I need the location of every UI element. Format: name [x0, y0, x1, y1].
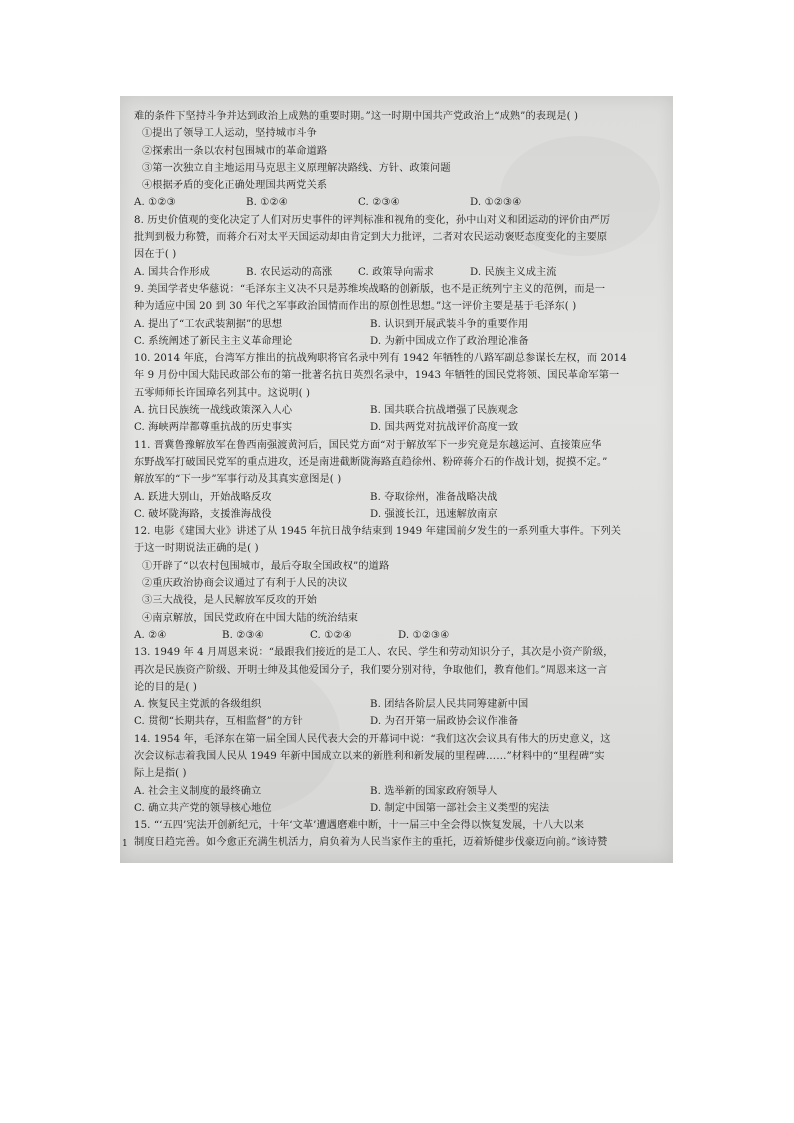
statement-item: ④南京解放，国民党政府在中国大陆的统治结束	[142, 612, 359, 624]
answer-option: D. ①②③④	[470, 197, 522, 209]
question-text-line: 再次是民族资产阶级、开明士绅及其他爱国分子，我们要分别对待，争取他们，教育他们。”周恩来这一言	[134, 664, 608, 676]
answer-option: C. 破坏陇海路，支援淮海战役	[134, 508, 272, 520]
question-text-line: 9. 美国学者史华慈说：“毛泽东主义决不只是苏维埃战略的创新版，也不是正统列宁主义的范例，而是一	[134, 283, 606, 295]
answer-option: B. 团结各阶层人民共同筹建新中国	[370, 699, 529, 711]
statement-item: ①提出了领导工人运动，坚持城市斗争	[142, 128, 317, 140]
question-text-line: 12. 电影《建国大业》讲述了从 1945 年抗日战争结束到 1949 年建国前夕发生的一系列重大事件。下列关	[134, 526, 622, 538]
statement-item: ④根据矛盾的变化正确处理国共两党关系	[142, 180, 328, 192]
answer-option: D. 为新中国成立作了政治理论准备	[370, 335, 529, 347]
answer-option: B. 选举新的国家政府领导人	[370, 785, 498, 797]
answer-option: D. 制定中国第一部社会主义类型的宪法	[370, 802, 550, 814]
question-text-line: 因在于( )	[134, 249, 177, 261]
question-text-line: 于这一时期说法正确的是( )	[134, 543, 259, 555]
answer-options-row	[134, 627, 664, 644]
answer-options-row	[134, 696, 664, 713]
answer-option: D. 国共两党对抗战评价高度一致	[370, 422, 519, 434]
question-text-line: 种为适应中国 20 到 30 年代之军事政治国情而作出的原创性思想。”这一评价主要是基于毛泽东( )	[134, 301, 577, 313]
answer-option: B. 国共联合抗战增强了民族观念	[370, 405, 518, 417]
answer-option: A. 国共合作形成	[134, 266, 210, 278]
question-text-line: 8. 历史价值观的变化决定了人们对历史事件的评判标准和视角的变化，孙中山对义和团运动的评价由严厉	[134, 214, 611, 226]
question-text-line: 10. 2014 年底，台湾军方推出的抗战殉职将官名录中列有 1942 年牺牲的八路军副总参谋长左权，而 2014	[134, 353, 627, 365]
answer-option: C. ①②④	[310, 629, 352, 641]
answer-option: C. ②③④	[358, 197, 400, 209]
scanned-exam-photo	[120, 96, 673, 863]
question-text-line: 制度日趋完善。如今愈正充满生机活力，肩负着为人民当家作主的重托，迈着矫健步伐豪迈向前。”该诗赞	[134, 837, 608, 849]
answer-options-row	[134, 800, 664, 817]
answer-option: D. 强渡长江，迅速解放南京	[370, 508, 498, 520]
answer-option: B. 认识到开展武装斗争的重要作用	[370, 318, 529, 330]
answer-option: C. 确立共产党的领导核心地位	[134, 802, 272, 814]
question-text-line: 14. 1954 年，毛泽东在第一届全国人民代表大会的开幕词中说：“我们这次会议具有伟大的历史意义，这	[134, 733, 611, 745]
statement-item: ③第一次独立自主地运用马克思主义原理解决路线、方针、政策问题	[142, 162, 451, 174]
question-text-line: 批判到极力称赞，而蒋介石对太平天国运动却由肯定到大力批评，二者对农民运动褒贬态度变化的主要原	[134, 232, 608, 244]
question-text-line: 论的目的是( )	[134, 681, 197, 693]
answer-option: A. 提出了“工农武装割据”的思想	[134, 318, 283, 330]
answer-options-row	[134, 402, 664, 419]
answer-options-row	[134, 264, 664, 281]
answer-option: C. 贯彻“长期共存，互相监督”的方针	[134, 716, 303, 728]
question-text-line: 15. “‘五四’宪法开创新纪元，十年‘文革’遭遇磨难中断，十一届三中全会得以恢复发展，十八大以来	[134, 820, 584, 832]
answer-option: B. ①②④	[246, 197, 288, 209]
question-text-line: 11. 晋冀鲁豫解放军在鲁西南强渡黄河后，国民党方面“对于解放军下一步究竟是东越运河、直接策应华	[134, 439, 602, 451]
answer-option: D. 为召开第一届政协会议作准备	[370, 716, 519, 728]
question-text-line: 东野战军打破国民党军的重点进攻，还是南进截断陇海路直趋徐州、粉碎蒋介石的作战计划，捉摸不定。”	[134, 456, 608, 468]
answer-option: A. 跃进大别山，开始战略反攻	[134, 491, 272, 503]
answer-option: B. 农民运动的高涨	[246, 266, 333, 278]
answer-option: C. 海峡两岸都尊重抗战的历史事实	[134, 422, 293, 434]
answer-options-row	[134, 419, 664, 436]
statement-item: ①开辟了“以农村包围城市，最后夺取全国政权”的道路	[142, 560, 390, 572]
answer-options-row	[134, 333, 664, 350]
answer-options-row	[134, 489, 664, 506]
answer-options-row	[134, 713, 664, 730]
answer-option: A. 抗日民族统一战线政策深入人心	[134, 405, 293, 417]
question-text-line: 解放军的“下一步”军事行动及其真实意图是( )	[134, 474, 342, 486]
statement-item: ②重庆政治协商会议通过了有利于人民的决议	[142, 578, 348, 590]
statement-item: ②探索出一条以农村包围城市的革命道路	[142, 145, 328, 157]
answer-options-row	[134, 506, 664, 523]
answer-options-row	[134, 194, 664, 211]
answer-option: C. 政策导向需求	[358, 266, 434, 278]
answer-option: A. ①②③	[134, 197, 176, 209]
question-text-line: 13. 1949 年 4 月周恩来说：“最跟我们接近的是工人、农民、学生和劳动知识分子，其次是小资产阶级，	[134, 647, 614, 659]
statement-item: ③三大战役，是人民解放军反攻的开始	[142, 595, 317, 607]
question-text-line: 五零师师长许国璋名列其中。这说明( )	[134, 387, 311, 399]
answer-option: A. ②④	[134, 629, 167, 641]
answer-option: A. 社会主义制度的最终确立	[134, 785, 262, 797]
answer-options-row	[134, 783, 664, 800]
answer-options-row	[134, 316, 664, 333]
answer-option: A. 恢复民主党派的各级组织	[134, 699, 262, 711]
question-text-line: 次会议标志着我国人民从 1949 年新中国成立以来的新胜利和新发展的里程碑……”材料中的“里程碑”实	[134, 750, 605, 762]
answer-option: C. 系统阐述了新民主主义革命理论	[134, 335, 293, 347]
exam-text-body	[134, 108, 664, 852]
answer-option: D. ①②③④	[398, 629, 450, 641]
question-text-line: 际上是指( )	[134, 768, 187, 780]
page-number: 1	[122, 839, 128, 849]
question-text-line: 年 9 月份中国大陆民政部公布的第一批著名抗日英烈名录中，1943 年牺牲的国民党将领、国民革命军第一	[134, 370, 620, 382]
answer-option: D. 民族主义成主流	[470, 266, 557, 278]
answer-option: B. ②③④	[222, 629, 264, 641]
question-text-line: 难的条件下坚持斗争并达到政治上成熟的重要时期。”这一时期中国共产党政治上“成熟”的表现是( )	[134, 111, 579, 122]
answer-option: B. 夺取徐州，准备战略决战	[370, 491, 498, 503]
